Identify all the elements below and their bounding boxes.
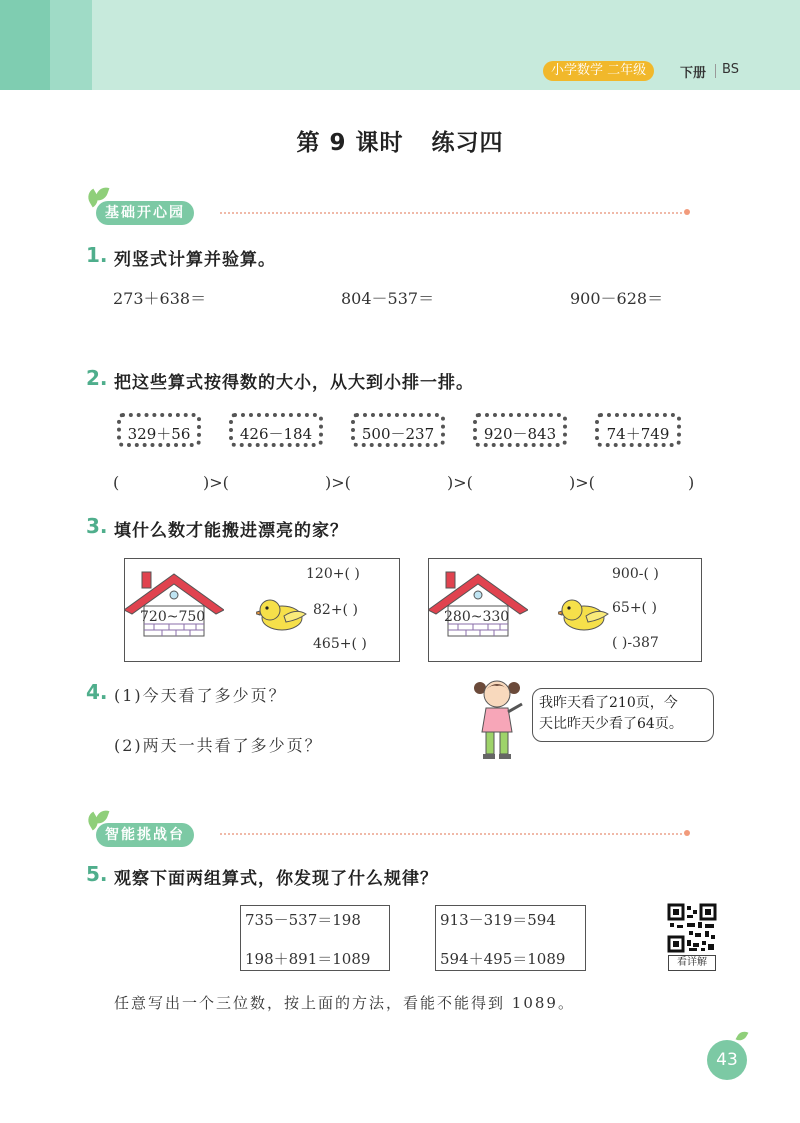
volume-label: 下册: [680, 66, 707, 81]
edition-label: BS: [722, 62, 739, 77]
fill-blank-item: 65+( ): [612, 600, 657, 616]
question-text: 列竖式计算并验算。: [114, 250, 276, 270]
order-paren: ): [688, 473, 695, 492]
question-text: 填什么数才能搬进漂亮的家？: [114, 521, 348, 541]
order-paren: )>(: [203, 473, 229, 492]
house-icon: [124, 568, 224, 643]
range-label: 720~750: [140, 609, 206, 625]
question-number: 5.: [86, 862, 108, 886]
bubble-text: 天比昨天少看了64页。: [539, 716, 683, 732]
expression-card: 74＋749: [595, 413, 681, 447]
speech-bubble: [532, 688, 714, 742]
sub-question: (1)今天看了多少页？: [114, 686, 287, 705]
section-divider: [220, 212, 682, 214]
question-number: 4.: [86, 680, 108, 704]
leaf-icon: [736, 1029, 749, 1043]
bird-icon: [256, 596, 310, 636]
order-paren: )>(: [325, 473, 351, 492]
bird-icon: [558, 596, 612, 636]
expression-card: 329＋56: [117, 413, 201, 447]
expression: 804－537＝: [341, 289, 435, 308]
order-paren: (: [113, 473, 120, 492]
house-icon: [428, 568, 528, 643]
lesson-number: 第 9 课时: [296, 130, 404, 156]
equation: 594＋495＝1089: [440, 950, 566, 968]
question-number: 1.: [86, 243, 108, 267]
fill-blank-item: 465+( ): [313, 636, 367, 652]
question-text: 把这些算式按得数的大小，从大到小排一排。: [114, 373, 474, 393]
equation: 198＋891＝1089: [245, 950, 371, 968]
page-number: 43: [707, 1040, 747, 1080]
order-paren: )>(: [447, 473, 473, 492]
fill-blank-item: 120+( ): [306, 566, 360, 582]
subject-grade-pill: 小学数学 二年级: [543, 61, 654, 81]
question-text: 观察下面两组算式，你发现了什么规律？: [114, 869, 438, 889]
lesson-title: [0, 124, 800, 157]
expression: 900－628＝: [570, 289, 664, 308]
section-badge-challenge: 智能挑战台: [96, 823, 194, 847]
question-number: 2.: [86, 366, 108, 390]
order-paren: )>(: [569, 473, 595, 492]
girl-icon: [470, 674, 530, 762]
bubble-text: 我昨天看了210页，今: [539, 695, 678, 711]
equation: 735－537＝198: [245, 911, 361, 929]
header-separator: [715, 64, 716, 78]
expression-card: 426－184: [229, 413, 323, 447]
expression-card: 500－237: [351, 413, 445, 447]
fill-blank-item: 82+( ): [313, 602, 358, 618]
divider-end-dot: [684, 830, 690, 836]
header-strip: [50, 0, 92, 90]
qr-code-icon[interactable]: [667, 903, 717, 953]
sub-question: (2)两天一共看了多少页？: [114, 736, 323, 755]
task-text: 任意写出一个三位数，按上面的方法，看能不能得到 1089。: [114, 994, 575, 1012]
equation: 913－319＝594: [440, 911, 556, 929]
expression-card: 920－843: [473, 413, 567, 447]
section-divider: [220, 833, 682, 835]
lesson-name: 练习四: [431, 130, 504, 156]
range-label: 280~330: [444, 609, 510, 625]
qr-caption: 看详解: [668, 955, 716, 971]
fill-blank-item: ( )-387: [612, 635, 659, 651]
expression: 273＋638＝: [113, 289, 207, 308]
header-strip: [0, 0, 50, 90]
section-badge-basic: 基础开心园: [96, 201, 194, 225]
divider-end-dot: [684, 209, 690, 215]
fill-blank-item: 900-( ): [612, 566, 659, 582]
question-number: 3.: [86, 514, 108, 538]
